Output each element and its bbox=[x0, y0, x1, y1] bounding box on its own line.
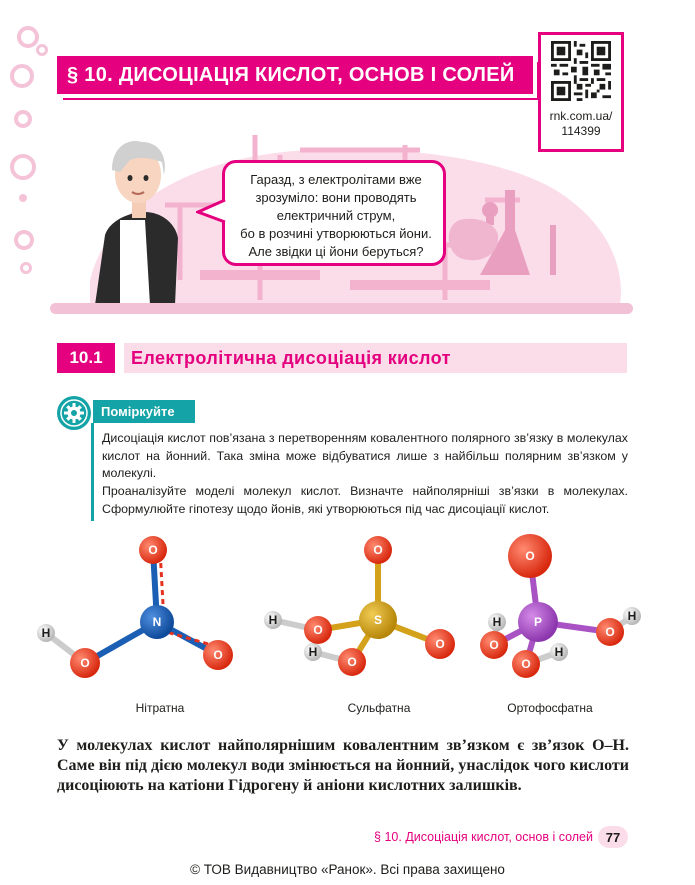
speech-text bbox=[233, 171, 439, 261]
decor-ring bbox=[10, 154, 36, 180]
think-side-line bbox=[91, 423, 94, 521]
floor-strip bbox=[50, 303, 633, 314]
decor-ring bbox=[14, 110, 32, 128]
atom-label: H bbox=[41, 626, 51, 640]
running-title: § 10. Дисоціація кислот, основ і солей bbox=[374, 830, 593, 844]
atom-label: N bbox=[152, 615, 162, 629]
main-paragraph: У молекулах кислот найполярнішим ковалентним зв’язком є зв’язок O–H. Саме він під дією молекул води змінюється на йонний, унаслідок чого кислоти дисоціюють на катіони Гідрогену й аніони кислотних залишків. bbox=[57, 737, 629, 794]
atom-label: O bbox=[605, 625, 615, 639]
copyright-notice: © ТОВ Видавництво «Ранок». Всі права захищено bbox=[190, 862, 505, 877]
section-divider bbox=[115, 343, 124, 373]
atom-label: O bbox=[521, 657, 531, 671]
student-figure bbox=[95, 141, 178, 305]
page-number: 77 bbox=[598, 826, 628, 848]
atom-label: O bbox=[373, 543, 383, 557]
qr-code-icon bbox=[551, 41, 611, 101]
chapter-title: § 10. ДИСОЦІАЦІЯ КИСЛОТ, ОСНОВ І СОЛЕЙ bbox=[67, 63, 515, 86]
speech-line: Гаразд, з електролітами вже bbox=[250, 172, 422, 187]
think-paragraph-2: Проаналізуйте моделі молекул кислот. Визначте найполярніші зв’язки в молекулах. Сформулюйте гіпотезу щодо йонів, які утворюються під час дисоціації кислот. bbox=[102, 484, 628, 516]
speech-line: Але звідки ці йони беруться? bbox=[248, 244, 424, 259]
atom-label: O bbox=[213, 648, 223, 662]
atom-label: P bbox=[533, 615, 543, 629]
molecule-caption-nitrate: Нітратна bbox=[135, 701, 185, 715]
atom-label: O bbox=[148, 543, 158, 557]
speech-tail bbox=[196, 196, 226, 226]
atom-label: S bbox=[373, 613, 383, 627]
molecule-nitrate bbox=[37, 536, 233, 678]
atom-label: O bbox=[347, 655, 357, 669]
decor-ring bbox=[17, 26, 39, 48]
section-title: Електролітична дисоціація кислот bbox=[131, 347, 451, 368]
decor-ring bbox=[14, 230, 34, 250]
section-number: 10.1 bbox=[57, 343, 115, 373]
atom-label: O bbox=[489, 638, 499, 652]
atom-label: H bbox=[268, 613, 278, 627]
speech-line: зрозуміло: вони проводять bbox=[255, 190, 417, 205]
decor-dot bbox=[19, 194, 27, 202]
think-label: Поміркуйте bbox=[93, 400, 195, 423]
molecule-caption-phosphate: Ортофосфатна bbox=[507, 701, 593, 715]
qr-url-line1: rnk.com.ua/ bbox=[549, 109, 613, 123]
atom-label: O bbox=[313, 623, 323, 637]
gear-icon bbox=[57, 396, 91, 430]
atom-label: H bbox=[492, 615, 502, 629]
decor-ring bbox=[36, 44, 48, 56]
speech-line: бо в розчині утворюються йони. bbox=[240, 226, 432, 241]
molecule-sulfate bbox=[264, 536, 455, 676]
atom-label: O bbox=[525, 549, 535, 563]
molecule-orthophosphate bbox=[480, 534, 641, 678]
molecule-caption-sulfate: Сульфатна bbox=[347, 701, 411, 715]
atom-label: H bbox=[627, 609, 637, 623]
decor-ring bbox=[20, 262, 32, 274]
qr-url-line2: 114399 bbox=[561, 124, 601, 138]
atom-label: O bbox=[80, 656, 90, 670]
atom-label: O bbox=[435, 637, 445, 651]
think-paragraph-1: Дисоціація кислот пов’язана з перетворенням ковалентного полярного зв’язку в молекулах кислот на йонний. Така зміна може відбуватися лише з найбільш полярним зв’язком у молекулі. bbox=[102, 431, 628, 480]
speech-line: електричний струм, bbox=[276, 208, 396, 223]
molecule-models bbox=[0, 530, 695, 690]
decor-ring bbox=[10, 64, 34, 88]
chapter-title-bar bbox=[57, 56, 533, 94]
atom-label: H bbox=[308, 645, 318, 659]
atom-label: H bbox=[554, 645, 564, 659]
speech-bubble bbox=[222, 160, 446, 266]
